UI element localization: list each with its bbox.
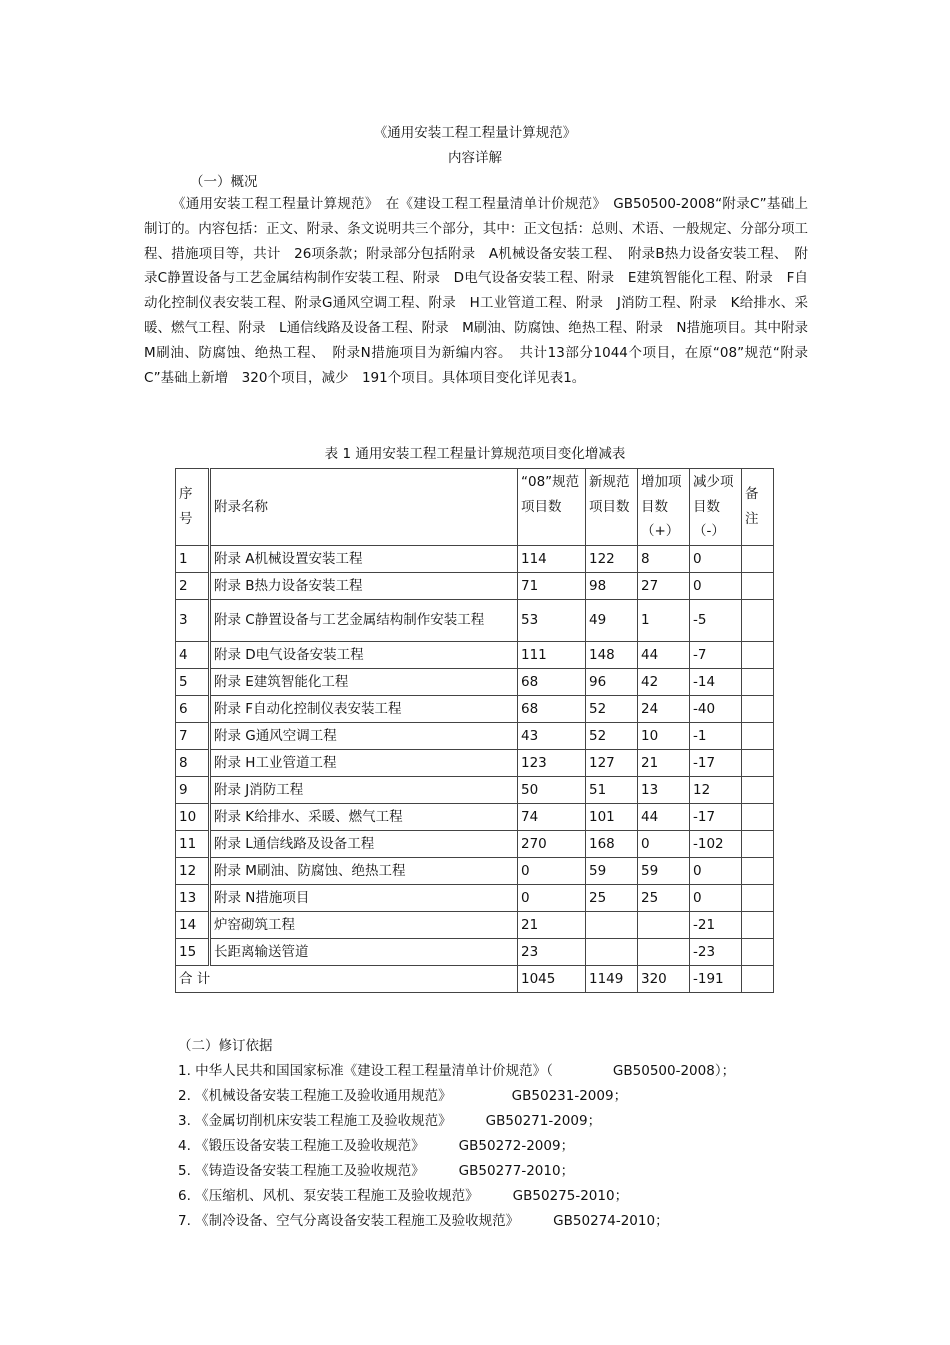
row-appendix-name: 附录 B热力设备安装工程 — [210, 572, 518, 599]
row-new-count: 52 — [586, 722, 638, 749]
row-appendix-name: 附录 A机械设置安装工程 — [210, 545, 518, 572]
table-row — [176, 695, 774, 722]
reference-item — [178, 1209, 818, 1234]
row-appendix-name: 附录 M刷油、防腐蚀、绝热工程 — [210, 857, 518, 884]
row-old-count: 0 — [518, 884, 586, 911]
reference-code: GB50272-2009； — [458, 1138, 575, 1154]
row-note — [742, 668, 774, 695]
row-old-count: 50 — [518, 776, 586, 803]
row-old-count: 23 — [518, 938, 586, 965]
table-row — [176, 857, 774, 884]
reference-title: 4. 《锻压设备安装工程施工及验收规范》 — [178, 1138, 425, 1154]
row-added: 0 — [638, 830, 690, 857]
row-new-count: 168 — [586, 830, 638, 857]
header-note: 备注 — [742, 469, 774, 546]
row-added: 44 — [638, 803, 690, 830]
row-old-count: 53 — [518, 599, 586, 641]
reference-code: GB50500-2008）； — [612, 1063, 736, 1079]
reference-title: 3. 《金属切削机床安装工程施工及验收规范》 — [178, 1113, 452, 1129]
table-row — [176, 830, 774, 857]
row-index: 10 — [176, 803, 210, 830]
reference-item — [178, 1084, 818, 1109]
row-new-count: 25 — [586, 884, 638, 911]
header-index: 序号 — [176, 469, 210, 546]
row-new-count: 96 — [586, 668, 638, 695]
row-removed: -17 — [690, 803, 742, 830]
table-row — [176, 545, 774, 572]
row-old-count: 68 — [518, 695, 586, 722]
reference-title: 5. 《铸造设备安装工程施工及验收规范》 — [178, 1163, 425, 1179]
total-new: 1149 — [586, 965, 638, 992]
total-removed: -191 — [690, 965, 742, 992]
row-removed: 0 — [690, 857, 742, 884]
reference-title: 1. 中华人民共和国国家标准《建设工程工程量清单计价规范》（ — [178, 1063, 553, 1079]
row-appendix-name: 附录 E建筑智能化工程 — [210, 668, 518, 695]
row-note — [742, 599, 774, 641]
reference-title: 2. 《机械设备安装工程施工及验收通用规范》 — [178, 1088, 452, 1104]
table-caption: 表 1 通用安装工程工程量计算规范项目变化增减表 — [324, 446, 626, 462]
row-added: 21 — [638, 749, 690, 776]
row-added: 59 — [638, 857, 690, 884]
row-added: 44 — [638, 641, 690, 668]
reference-title: 6. 《压缩机、风机、泵安装工程施工及验收规范》 — [178, 1188, 479, 1204]
reference-code: GB50277-2010； — [458, 1163, 575, 1179]
row-added: 10 — [638, 722, 690, 749]
row-old-count: 123 — [518, 749, 586, 776]
intro-text: 《通用安装工程工程量计算规范》 在《建设工程工程量清单计价规范》 GB50500-2008“附录C”基础上制订的。内容包括：正文、附录、条文说明共三个部分，其中：正文包括：总则、术语、一般规定、分部分项工程、措施项目等，共计 26项条款；附录部分包括附录 A机械设备安装工程、 附录B热力设备安装工程、 附录C静置设备与工艺金属结构制作安装工程、附录 D电气设备安装工程、附录 E建筑智能化工程、附录 F自动化控制仪表安装工程、附录G通风空调工程、附录 H工业管道工程、附录 J消防工程、附录 K给排水、采暖、燃气工程、附录 L通信线路及设备工程、附录 M刷油、防腐蚀、绝热工程、附录 N措施项目。其中附录 M刷油、防腐蚀、绝热工程、 附录N措施项目为新编内容。 共计13部分1044个项目，在原“08”规范“附录 C”基础上新增 320个项目，减少 191个项目。具体项目变化详见表1。 — [144, 196, 822, 386]
row-appendix-name: 附录 N措施项目 — [210, 884, 518, 911]
row-index: 14 — [176, 911, 210, 938]
row-old-count: 68 — [518, 668, 586, 695]
header-new-count: 新规范项目数 — [586, 469, 638, 546]
row-new-count: 52 — [586, 695, 638, 722]
row-added: 8 — [638, 545, 690, 572]
row-note — [742, 749, 774, 776]
row-added — [638, 938, 690, 965]
row-new-count: 51 — [586, 776, 638, 803]
table-row — [176, 884, 774, 911]
total-added: 320 — [638, 965, 690, 992]
reference-item — [178, 1184, 818, 1209]
row-removed: 0 — [690, 572, 742, 599]
reference-code: GB50274-2010； — [553, 1213, 669, 1229]
table-row — [176, 749, 774, 776]
table-row — [176, 776, 774, 803]
reference-item — [178, 1159, 818, 1184]
row-removed: -7 — [690, 641, 742, 668]
row-index: 7 — [176, 722, 210, 749]
table-header-row — [176, 469, 774, 546]
row-appendix-name: 长距离输送管道 — [210, 938, 518, 965]
row-new-count: 59 — [586, 857, 638, 884]
table-row — [176, 722, 774, 749]
row-note — [742, 938, 774, 965]
row-note — [742, 545, 774, 572]
row-new-count: 101 — [586, 803, 638, 830]
row-index: 4 — [176, 641, 210, 668]
header-added: 增加项目数（+） — [638, 469, 690, 546]
row-index: 1 — [176, 545, 210, 572]
row-added: 27 — [638, 572, 690, 599]
row-removed: -17 — [690, 749, 742, 776]
row-added: 1 — [638, 599, 690, 641]
row-appendix-name: 附录 K给排水、采暖、燃气工程 — [210, 803, 518, 830]
document-title: 《通用安装工程工程量计算规范》 — [373, 125, 577, 141]
row-old-count: 43 — [518, 722, 586, 749]
row-index: 5 — [176, 668, 210, 695]
row-old-count: 21 — [518, 911, 586, 938]
header-old-count: “08”规范项目数 — [518, 469, 586, 546]
row-removed: -5 — [690, 599, 742, 641]
header-name: 附录名称 — [210, 469, 518, 546]
row-new-count: 127 — [586, 749, 638, 776]
row-note — [742, 572, 774, 599]
row-added: 25 — [638, 884, 690, 911]
row-appendix-name: 附录 C静置设备与工艺金属结构制作安装工程 — [210, 599, 518, 641]
reference-list — [178, 1059, 818, 1229]
row-appendix-name: 炉窑砌筑工程 — [210, 911, 518, 938]
row-new-count: 148 — [586, 641, 638, 668]
reference-code: GB50275-2010； — [512, 1188, 629, 1204]
table-row — [176, 911, 774, 938]
row-index: 8 — [176, 749, 210, 776]
row-index: 13 — [176, 884, 210, 911]
row-note — [742, 857, 774, 884]
row-removed: -14 — [690, 668, 742, 695]
row-index: 9 — [176, 776, 210, 803]
row-new-count: 49 — [586, 599, 638, 641]
row-index: 2 — [176, 572, 210, 599]
row-removed: -21 — [690, 911, 742, 938]
change-table — [175, 468, 774, 993]
references-section — [178, 1034, 818, 1229]
row-appendix-name: 附录 F自动化控制仪表安装工程 — [210, 695, 518, 722]
row-new-count — [586, 911, 638, 938]
row-appendix-name: 附录 G通风空调工程 — [210, 722, 518, 749]
row-added — [638, 911, 690, 938]
table-row — [176, 572, 774, 599]
row-old-count: 114 — [518, 545, 586, 572]
reference-code: GB50231-2009； — [511, 1088, 628, 1104]
row-old-count: 0 — [518, 857, 586, 884]
row-note — [742, 884, 774, 911]
row-removed: 0 — [690, 545, 742, 572]
total-note — [742, 965, 774, 992]
table-total-row — [176, 965, 774, 992]
row-note — [742, 830, 774, 857]
total-old: 1045 — [518, 965, 586, 992]
row-new-count: 98 — [586, 572, 638, 599]
row-removed: -40 — [690, 695, 742, 722]
header-removed: 减少项目数（-） — [690, 469, 742, 546]
section-heading-overview: （一）概况 — [190, 174, 258, 190]
row-old-count: 111 — [518, 641, 586, 668]
row-removed: 0 — [690, 884, 742, 911]
table-row — [176, 938, 774, 965]
row-note — [742, 695, 774, 722]
row-new-count: 122 — [586, 545, 638, 572]
row-note — [742, 776, 774, 803]
row-appendix-name: 附录 L通信线路及设备工程 — [210, 830, 518, 857]
row-note — [742, 911, 774, 938]
row-index: 15 — [176, 938, 210, 965]
reference-code: GB50271-2009； — [485, 1113, 602, 1129]
row-note — [742, 641, 774, 668]
row-new-count — [586, 938, 638, 965]
reference-title: 7. 《制冷设备、空气分离设备安装工程施工及验收规范》 — [178, 1213, 520, 1229]
document-subtitle: 内容详解 — [448, 150, 502, 166]
row-added: 42 — [638, 668, 690, 695]
total-label: 合 计 — [176, 965, 518, 992]
row-index: 3 — [176, 599, 210, 641]
row-note — [742, 803, 774, 830]
row-added: 13 — [638, 776, 690, 803]
reference-item — [178, 1134, 818, 1159]
row-removed: -1 — [690, 722, 742, 749]
intro-paragraph — [144, 192, 822, 390]
section-heading-revision-basis: （二）修订依据 — [178, 1038, 273, 1054]
row-appendix-name: 附录 J消防工程 — [210, 776, 518, 803]
row-appendix-name: 附录 D电气设备安装工程 — [210, 641, 518, 668]
reference-item — [178, 1059, 818, 1084]
row-index: 6 — [176, 695, 210, 722]
row-old-count: 74 — [518, 803, 586, 830]
table-row — [176, 599, 774, 641]
reference-item — [178, 1109, 818, 1134]
row-old-count: 71 — [518, 572, 586, 599]
row-index: 11 — [176, 830, 210, 857]
row-index: 12 — [176, 857, 210, 884]
row-added: 24 — [638, 695, 690, 722]
row-removed: -23 — [690, 938, 742, 965]
row-note — [742, 722, 774, 749]
row-removed: 12 — [690, 776, 742, 803]
table-row — [176, 803, 774, 830]
table-row — [176, 668, 774, 695]
table-row — [176, 641, 774, 668]
row-old-count: 270 — [518, 830, 586, 857]
row-removed: -102 — [690, 830, 742, 857]
row-appendix-name: 附录 H工业管道工程 — [210, 749, 518, 776]
